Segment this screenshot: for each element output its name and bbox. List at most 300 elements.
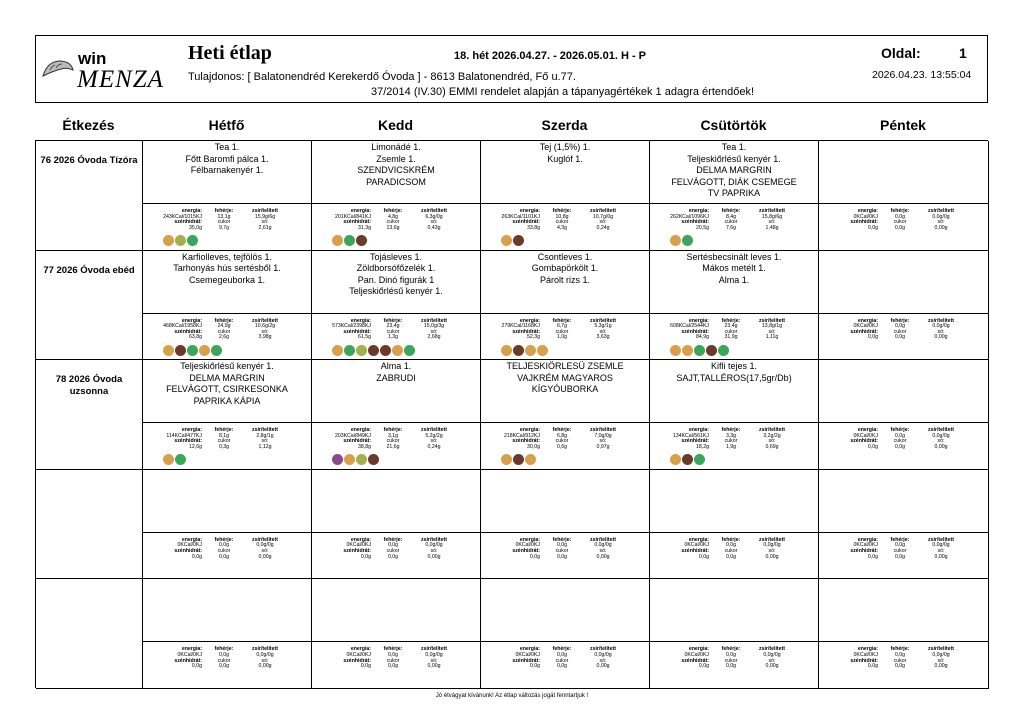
carb-label: szénhidrát: bbox=[343, 547, 371, 554]
allergen-icon bbox=[175, 235, 186, 246]
allergen-icon bbox=[682, 454, 693, 465]
nutrition-table bbox=[499, 428, 635, 450]
fat-label: zsír/telített bbox=[252, 646, 278, 653]
fat-value: 0,0g/0g bbox=[763, 542, 781, 549]
sugar-value: 0,0g bbox=[387, 553, 399, 560]
meal-row-label bbox=[36, 579, 143, 689]
allergen-icon bbox=[368, 345, 379, 356]
meal-item: Félbarnakenyér 1. bbox=[190, 165, 264, 176]
allergen-icon bbox=[525, 454, 536, 465]
fat-label: zsír/telített bbox=[590, 208, 616, 214]
salt-value: 0,00g bbox=[258, 663, 272, 670]
allergen-icon bbox=[404, 345, 415, 356]
nutrition-info bbox=[481, 205, 649, 250]
allergen-icon bbox=[670, 454, 681, 465]
day-cell bbox=[312, 579, 481, 689]
fat-value: 0,0g/0g bbox=[256, 542, 274, 549]
day-cell bbox=[819, 579, 989, 689]
meal-items bbox=[312, 470, 480, 533]
menu-grid bbox=[35, 140, 988, 688]
meal-row-label: 76 2026 Óvoda Tízóra bbox=[36, 141, 143, 251]
carb-label: szénhidrát: bbox=[343, 328, 371, 335]
sugar-label: cukor bbox=[217, 438, 231, 445]
sugar-label: cukor bbox=[217, 219, 231, 226]
nutrition-info bbox=[819, 424, 988, 469]
meal-item: Tojásleves 1. bbox=[369, 251, 423, 262]
energy-label: energia: bbox=[350, 646, 371, 653]
nutrition-table bbox=[668, 209, 804, 231]
allergen-icon bbox=[380, 345, 391, 356]
salt-label: só: bbox=[261, 547, 269, 554]
meal-item: Tea 1. bbox=[721, 142, 747, 152]
meal-items bbox=[650, 251, 818, 314]
fat-label: zsír/telített bbox=[252, 427, 278, 434]
print-timestamp: 2026.04.23. 13:55:04 bbox=[872, 69, 972, 81]
nutrition-info bbox=[650, 205, 818, 250]
fat-label: zsír/telített bbox=[928, 317, 954, 324]
sugar-label: cukor bbox=[893, 657, 907, 664]
protein-value: 13,1g bbox=[217, 213, 231, 220]
sugar-value: 0,0g bbox=[218, 663, 230, 670]
protein-label: fehérje: bbox=[890, 208, 910, 214]
day-cell bbox=[481, 360, 650, 470]
energy-value: 0KCal/0KJ bbox=[177, 651, 202, 658]
protein-label: fehérje: bbox=[890, 646, 910, 653]
nutrition-table bbox=[837, 647, 973, 669]
fat-label: zsír/telített bbox=[252, 208, 278, 214]
fat-value: 0,0g/0g bbox=[932, 213, 950, 220]
sugar-value: 0,0g bbox=[894, 224, 906, 231]
salt-value: 0,24g bbox=[427, 443, 441, 450]
sugar-value: 13,6g bbox=[386, 224, 400, 231]
allergen-icon bbox=[706, 345, 717, 356]
sugar-value: 0,6g bbox=[556, 443, 568, 450]
salt-value: 0,00g bbox=[934, 224, 948, 231]
nutrition-table bbox=[161, 209, 297, 231]
salt-value: 0,00g bbox=[258, 553, 272, 560]
allergen-icon bbox=[356, 345, 367, 356]
carb-label: szénhidrát: bbox=[343, 657, 371, 664]
salt-value: 1,48g bbox=[765, 224, 779, 231]
nutrition-table bbox=[330, 647, 466, 669]
meal-item: SZENDVICSKRÉM bbox=[357, 165, 435, 176]
sugar-value: 0,0g bbox=[725, 553, 737, 560]
day-cell bbox=[819, 470, 989, 580]
meal-item: Tej (1,5%) 1. bbox=[539, 142, 591, 152]
meal-item: Párolt rizs 1. bbox=[539, 274, 590, 285]
protein-label: fehérje: bbox=[890, 317, 910, 324]
protein-value: 0,0g bbox=[894, 542, 906, 549]
carb-label: szénhidrát: bbox=[681, 547, 709, 554]
nutrition-table bbox=[668, 428, 804, 450]
sugar-label: cukor bbox=[724, 657, 738, 664]
protein-value: 24,9g bbox=[217, 323, 231, 330]
nutrition-info bbox=[312, 315, 480, 360]
energy-value: 114KCal/477KJ bbox=[166, 432, 202, 439]
fat-value: 10,7g/0g bbox=[592, 213, 614, 220]
energy-value: 0KCal/0KJ bbox=[853, 213, 878, 220]
energy-label: energia: bbox=[181, 317, 202, 324]
day-cell bbox=[481, 141, 650, 251]
fat-label: zsír/telített bbox=[928, 208, 954, 214]
carb-value: 38,8g bbox=[358, 443, 371, 450]
nutrition-table bbox=[499, 538, 635, 560]
sugar-label: cukor bbox=[555, 438, 569, 445]
sugar-label: cukor bbox=[217, 547, 231, 554]
meal-items bbox=[143, 251, 311, 314]
protein-value: 0,0g bbox=[894, 213, 906, 220]
energy-value: 0KCal/0KJ bbox=[853, 323, 878, 330]
sugar-label: cukor bbox=[555, 328, 569, 335]
salt-value: 0,00g bbox=[934, 334, 948, 341]
protein-label: fehérje: bbox=[383, 536, 403, 543]
nutrition-info bbox=[819, 205, 988, 250]
energy-value: 263KCal/1101KJ bbox=[501, 213, 540, 220]
allergen-icon bbox=[368, 454, 379, 465]
meal-items bbox=[650, 579, 818, 642]
protein-label: fehérje: bbox=[383, 208, 403, 214]
nutrition-table bbox=[161, 647, 297, 669]
carb-value: 35,0g bbox=[189, 224, 202, 231]
meal-item: Kuglóf 1. bbox=[547, 153, 583, 164]
sugar-label: cukor bbox=[724, 438, 738, 445]
carb-value: 0,0g bbox=[360, 553, 371, 560]
sugar-value: 4,3g bbox=[556, 224, 568, 231]
sugar-label: cukor bbox=[724, 219, 738, 226]
sugar-label: cukor bbox=[386, 438, 400, 445]
carb-value: 0,0g bbox=[529, 663, 540, 670]
energy-value: 0KCal/0KJ bbox=[684, 651, 709, 658]
nutrition-table bbox=[161, 538, 297, 560]
energy-label: energia: bbox=[688, 208, 709, 214]
page-title: Heti étlap bbox=[188, 42, 272, 64]
energy-label: energia: bbox=[519, 317, 540, 324]
column-header-day: Kedd bbox=[378, 117, 413, 133]
meal-item: Teljeskiőrlésű kenyér 1. bbox=[349, 286, 443, 297]
nutrition-table bbox=[837, 538, 973, 560]
fat-value: 3,2g/2g bbox=[763, 432, 781, 439]
protein-label: fehérje: bbox=[552, 208, 572, 214]
fat-label: zsír/telített bbox=[928, 536, 954, 543]
sugar-label: cukor bbox=[724, 547, 738, 554]
carb-value: 0,0g bbox=[867, 663, 878, 670]
fat-label: zsír/telített bbox=[759, 317, 785, 324]
allergen-icon bbox=[525, 345, 536, 356]
day-cell bbox=[143, 141, 312, 251]
logo-win-text: win bbox=[78, 49, 107, 68]
protein-value: 0,0g bbox=[387, 651, 399, 658]
energy-label: energia: bbox=[857, 208, 878, 214]
day-cell bbox=[650, 251, 819, 361]
allergen-icon bbox=[332, 454, 343, 465]
fat-label: zsír/telített bbox=[421, 317, 447, 324]
salt-label: só: bbox=[768, 438, 776, 445]
salt-value: 0,00g bbox=[596, 663, 610, 670]
nutrition-info bbox=[650, 424, 818, 469]
protein-label: fehérje: bbox=[721, 646, 741, 653]
fat-value: 7,0g/0g bbox=[594, 432, 612, 439]
salt-value: 0,97g bbox=[596, 443, 610, 450]
carb-value: 63,8g bbox=[189, 334, 202, 341]
allergen-icons bbox=[501, 454, 536, 465]
protein-value: 3,3g bbox=[725, 432, 737, 439]
protein-value: 3,1g bbox=[387, 432, 399, 439]
nutrition-table bbox=[161, 428, 297, 450]
day-cell bbox=[819, 251, 989, 361]
sugar-value: 31,9g bbox=[724, 334, 738, 341]
column-header-day: Szerda bbox=[541, 117, 588, 133]
fat-value: 15,9g/6g bbox=[254, 213, 276, 220]
salt-label: só: bbox=[599, 438, 607, 445]
sugar-label: cukor bbox=[386, 657, 400, 664]
allergen-icons bbox=[670, 345, 729, 356]
allergen-icon bbox=[501, 345, 512, 356]
energy-label: energia: bbox=[181, 427, 202, 434]
energy-label: energia: bbox=[519, 646, 540, 653]
energy-label: energia: bbox=[857, 646, 878, 653]
nutrition-info bbox=[143, 534, 311, 579]
carb-value: 0,0g bbox=[698, 553, 709, 560]
protein-value: 0,0g bbox=[894, 651, 906, 658]
salt-value: 3,98g bbox=[258, 334, 272, 341]
protein-label: fehérje: bbox=[890, 427, 910, 434]
page-header bbox=[35, 35, 988, 103]
day-cell bbox=[819, 141, 989, 251]
fat-label: zsír/telített bbox=[759, 646, 785, 653]
nutrition-info bbox=[312, 643, 480, 688]
meal-row-label bbox=[36, 470, 143, 580]
energy-label: energia: bbox=[350, 536, 371, 543]
logo-menza-text: MENZA bbox=[77, 66, 164, 93]
carb-value: 0,0g bbox=[360, 663, 371, 670]
allergen-icon bbox=[211, 345, 222, 356]
energy-label: energia: bbox=[857, 317, 878, 324]
fat-label: zsír/telített bbox=[421, 208, 447, 214]
meal-items bbox=[481, 360, 649, 423]
sugar-label: cukor bbox=[893, 328, 907, 335]
meal-items bbox=[312, 360, 480, 423]
sugar-label: cukor bbox=[555, 219, 569, 226]
protein-label: fehérje: bbox=[214, 317, 234, 324]
nutrition-info bbox=[650, 643, 818, 688]
nutrition-info bbox=[143, 315, 311, 360]
protein-value: 0,0g bbox=[725, 542, 737, 549]
day-cell bbox=[650, 579, 819, 689]
energy-label: energia: bbox=[181, 536, 202, 543]
fat-label: zsír/telített bbox=[590, 427, 616, 434]
nutrition-info bbox=[312, 534, 480, 579]
protein-label: fehérje: bbox=[214, 536, 234, 543]
allergen-icons bbox=[670, 235, 693, 246]
nutrition-table bbox=[499, 647, 635, 669]
day-cell bbox=[650, 470, 819, 580]
salt-label: só: bbox=[430, 438, 438, 445]
allergen-icon bbox=[682, 345, 693, 356]
meal-item: TV PAPRIKA bbox=[707, 188, 761, 199]
fat-value: 6,3g/0g bbox=[425, 213, 443, 220]
salt-value: 1,11g bbox=[765, 334, 779, 341]
meal-item: Zöldborsófőzelék 1. bbox=[356, 263, 436, 274]
meal-item: DELMA MARGRIN bbox=[189, 372, 265, 383]
sugar-value: 9,7g bbox=[218, 224, 230, 231]
meal-items bbox=[312, 251, 480, 314]
protein-label: fehérje: bbox=[552, 427, 572, 434]
energy-value: 0KCal/0KJ bbox=[515, 651, 540, 658]
carb-value: 12,6g bbox=[189, 443, 202, 450]
allergen-icon bbox=[670, 345, 681, 356]
meal-items bbox=[819, 360, 988, 423]
carb-label: szénhidrát: bbox=[343, 438, 371, 445]
day-cell bbox=[312, 141, 481, 251]
sugar-value: 0,0g bbox=[725, 663, 737, 670]
meal-item: DELMA MARGRIN bbox=[696, 165, 772, 176]
meal-item: Sertésbecsinált leves 1. bbox=[686, 251, 782, 262]
nutrition-table bbox=[837, 428, 973, 450]
sugar-label: cukor bbox=[893, 547, 907, 554]
carb-value: 0,0g bbox=[867, 224, 878, 231]
fat-label: zsír/telített bbox=[421, 646, 447, 653]
salt-value: 0,00g bbox=[596, 553, 610, 560]
sugar-label: cukor bbox=[386, 219, 400, 226]
salt-label: só: bbox=[599, 547, 607, 554]
energy-value: 203KCal/849KJ bbox=[334, 432, 371, 439]
protein-label: fehérje: bbox=[383, 427, 403, 434]
sugar-value: 0,0g bbox=[556, 663, 568, 670]
fat-label: zsír/telített bbox=[759, 536, 785, 543]
carb-label: szénhidrát: bbox=[681, 328, 709, 335]
carb-value: 0,0g bbox=[191, 553, 202, 560]
sugar-value: 0,0g bbox=[218, 553, 230, 560]
salt-label: só: bbox=[599, 657, 607, 664]
salt-label: só: bbox=[768, 547, 776, 554]
allergen-icons bbox=[332, 454, 379, 465]
nutrition-table bbox=[668, 647, 804, 669]
nutrition-table bbox=[330, 428, 466, 450]
allergen-icon bbox=[163, 345, 174, 356]
salt-value: 0,00g bbox=[765, 553, 779, 560]
sugar-value: 7,6g bbox=[725, 224, 737, 231]
carb-value: 52,3g bbox=[527, 334, 540, 341]
nutrition-info bbox=[819, 643, 988, 688]
sugar-label: cukor bbox=[555, 547, 569, 554]
carb-label: szénhidrát: bbox=[174, 657, 202, 664]
allergen-icon bbox=[199, 345, 210, 356]
meal-items bbox=[312, 579, 480, 642]
meal-items bbox=[143, 470, 311, 533]
meal-items bbox=[650, 470, 818, 533]
sugar-label: cukor bbox=[217, 657, 231, 664]
protein-value: 4,8g bbox=[387, 213, 399, 220]
protein-label: fehérje: bbox=[721, 208, 741, 214]
fat-label: zsír/telített bbox=[252, 317, 278, 324]
protein-value: 0,0g bbox=[725, 651, 737, 658]
fat-value: 15,8g/6g bbox=[761, 213, 783, 220]
energy-value: 0KCal/0KJ bbox=[853, 542, 878, 549]
fat-label: zsír/telített bbox=[421, 536, 447, 543]
allergen-icon bbox=[332, 345, 343, 356]
salt-value: 0,00g bbox=[427, 663, 441, 670]
day-cell bbox=[650, 360, 819, 470]
allergen-icon bbox=[501, 235, 512, 246]
nutrition-table bbox=[499, 319, 635, 341]
nutrition-table bbox=[499, 209, 635, 231]
allergen-icon bbox=[513, 345, 524, 356]
carb-label: szénhidrát: bbox=[681, 657, 709, 664]
salt-label: só: bbox=[430, 547, 438, 554]
meal-item: Főtt Baromfi pálca 1. bbox=[185, 153, 269, 164]
meal-items bbox=[481, 579, 649, 642]
sugar-value: 0,3g bbox=[218, 443, 230, 450]
carb-label: szénhidrát: bbox=[512, 438, 540, 445]
fat-value: 0,0g/0g bbox=[594, 651, 612, 658]
meal-item: Tea 1. bbox=[214, 142, 240, 152]
meal-item: Alma 1. bbox=[718, 274, 750, 285]
meal-item: VAJKRÉM MAGYAROS bbox=[517, 372, 613, 383]
meal-items bbox=[481, 470, 649, 533]
nutrition-table bbox=[837, 319, 973, 341]
salt-label: só: bbox=[430, 219, 438, 226]
salt-value: 0,00g bbox=[765, 663, 779, 670]
allergen-icons bbox=[163, 345, 222, 356]
allergen-icon bbox=[694, 345, 705, 356]
energy-label: energia: bbox=[688, 646, 709, 653]
meal-items bbox=[312, 141, 480, 204]
energy-label: energia: bbox=[688, 536, 709, 543]
salt-value: 3,63g bbox=[596, 334, 610, 341]
salt-label: só: bbox=[599, 328, 607, 335]
allergen-icons bbox=[332, 235, 367, 246]
protein-value: 10,8g bbox=[555, 213, 569, 220]
meal-item: KÍGYÓUBORKA bbox=[531, 384, 599, 395]
meal-item: Tarhonyás hús sertésből 1. bbox=[173, 263, 281, 274]
meal-item: Teljeskiőrlésű kenyér 1. bbox=[180, 361, 274, 372]
sugar-label: cukor bbox=[555, 657, 569, 664]
sugar-value: 21,6g bbox=[386, 443, 400, 450]
energy-value: 468KCal/1958KJ bbox=[163, 323, 202, 330]
day-cell bbox=[143, 579, 312, 689]
sugar-value: 0,0g bbox=[894, 334, 906, 341]
energy-value: 262KCal/1096KJ bbox=[670, 213, 709, 220]
fat-label: zsír/telített bbox=[590, 536, 616, 543]
meal-item: FELVÁGOTT, CSIRKESONKA bbox=[166, 384, 288, 395]
allergen-icon bbox=[356, 235, 367, 246]
sugar-value: 2,6g bbox=[218, 334, 230, 341]
allergen-icon bbox=[513, 235, 524, 246]
day-cell bbox=[143, 470, 312, 580]
carb-value: 31,3g bbox=[358, 224, 371, 231]
energy-label: energia: bbox=[350, 427, 371, 434]
protein-value: 6,7g bbox=[556, 323, 568, 330]
nutrition-table bbox=[330, 209, 466, 231]
energy-value: 218KCal/912KJ bbox=[503, 432, 540, 439]
sugar-value: 1,9g bbox=[725, 443, 737, 450]
protein-value: 0,0g bbox=[218, 651, 230, 658]
nutrition-table bbox=[668, 319, 804, 341]
nutrition-table bbox=[668, 538, 804, 560]
sugar-label: cukor bbox=[724, 328, 738, 335]
meal-items bbox=[481, 251, 649, 314]
protein-label: fehérje: bbox=[721, 427, 741, 434]
page-label: Oldal: bbox=[881, 45, 921, 61]
carb-value: 30,0g bbox=[527, 443, 540, 450]
carb-label: szénhidrát: bbox=[850, 219, 878, 226]
fat-value: 0,0g/0g bbox=[256, 651, 274, 658]
allergen-icon bbox=[332, 235, 343, 246]
carb-label: szénhidrát: bbox=[512, 657, 540, 664]
carb-label: szénhidrát: bbox=[174, 328, 202, 335]
allergen-icon bbox=[694, 454, 705, 465]
meal-item: Limonádé 1. bbox=[371, 142, 421, 152]
